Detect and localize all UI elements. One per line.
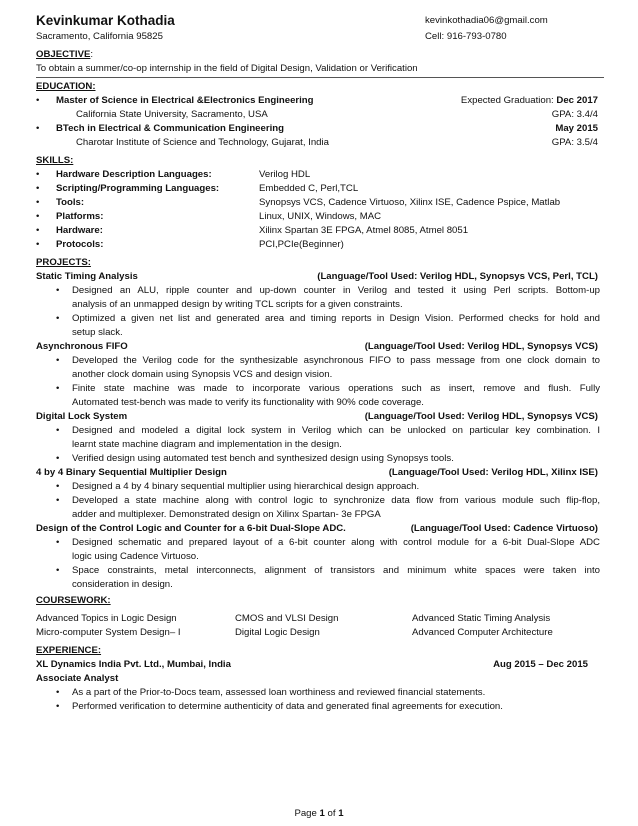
- bullet-dot: •: [56, 565, 60, 576]
- project-tools: (Language/Tool Used: Verilog HDL, Synopsys VCS): [364, 411, 598, 422]
- project-bullet: [36, 382, 604, 410]
- bullet-dot: •: [36, 211, 40, 222]
- coursework-item: Advanced Computer Architecture: [412, 627, 553, 638]
- bullet-dot: •: [36, 95, 40, 106]
- education-date-group: [555, 122, 598, 136]
- bullet-dot: •: [56, 425, 60, 436]
- education-date-label: Expected Graduation:: [460, 95, 557, 106]
- project-title-row: [36, 522, 604, 536]
- project-title: 4 by 4 Binary Sequential Multiplier Design: [36, 467, 227, 478]
- project-bullet-line: Designed a 4 by 4 binary sequential multiplier using hierarchical design approach.: [72, 481, 420, 492]
- project-bullet: [36, 424, 604, 452]
- experience-bullet-text: As a part of the Prior-to-Docs team, assessed loan worthiness and reviewed financial statements.: [72, 687, 486, 698]
- footer-total-pages: 1: [338, 808, 344, 819]
- experience-company: XL Dynamics India Pvt. Ltd., Mumbai, India: [36, 659, 231, 670]
- project-bullet-text: [72, 480, 600, 494]
- objective-heading: OBJECTIVE: [36, 49, 91, 60]
- project-bullet-line: Developed a state machine along with control logic to synchronize data flow from various module such flip-flop,: [72, 495, 600, 506]
- education-degree-row: [36, 122, 604, 136]
- education-degree: BTech in Electrical & Communication Engineering: [56, 123, 284, 134]
- header-row-2: [36, 30, 604, 44]
- objective-heading-row: [36, 48, 604, 62]
- bullet-dot: •: [56, 285, 60, 296]
- project-tools: (Language/Tool Used: Cadence Virtuoso): [410, 523, 598, 534]
- bullet-dot: •: [56, 355, 60, 366]
- coursework-item: Advanced Topics in Logic Design: [36, 613, 177, 624]
- project-bullet: [36, 452, 604, 466]
- bullet-dot: •: [56, 701, 60, 712]
- project-bullet-line: logic using Cadence Virtuoso.: [72, 551, 199, 562]
- project-tools: (Language/Tool Used: Verilog HDL, Xilinx ISE): [388, 467, 598, 478]
- header-row-1: [36, 12, 604, 30]
- project-bullet-line: Verified design using automated test bench and synthesized design using Synopsys tools.: [72, 453, 454, 464]
- project-bullet-line: Space constraints, metal interconnects, alignment of transistors and minimum white spaces were taken into: [72, 565, 600, 576]
- objective-colon: :: [90, 49, 94, 60]
- project-bullet-line: Automated test-bench was made to verify its functionality with 90% code coverage.: [72, 397, 424, 408]
- bullet-dot: •: [56, 453, 60, 464]
- project-title-row: [36, 340, 604, 354]
- skill-row: [36, 182, 604, 196]
- project-bullet-line: Designed and modeled a digital lock system in Verilog which can be unlocked on particular key combination. I: [72, 425, 600, 436]
- project-title: Asynchronous FIFO: [36, 341, 128, 352]
- skill-value: Embedded C, Perl,TCL: [259, 183, 359, 194]
- project-bullet-line: Optimized a given net list and generated area and timing reports in Design Vision. Performed checks for hold and: [72, 313, 600, 324]
- coursework-item: Digital Logic Design: [235, 627, 320, 638]
- bullet-dot: •: [56, 481, 60, 492]
- education-school: Charotar Institute of Science and Technology, Gujarat, India: [76, 137, 329, 148]
- project-title: Design of the Control Logic and Counter for a 6-bit Dual-Slope ADC.: [36, 523, 346, 534]
- project-tools: (Language/Tool Used: Verilog HDL, Synopsys VCS): [364, 341, 598, 352]
- project-tools: (Language/Tool Used: Verilog HDL, Synopsys VCS, Perl, TCL): [317, 271, 598, 282]
- experience-bullet-text: Performed verification to determine authenticity of data and generated final agreements for execution.: [72, 701, 503, 712]
- project-bullet-line: another clock domain using Synopsis VCS and design vision.: [72, 369, 333, 380]
- coursework-row: [36, 612, 604, 626]
- divider: [36, 77, 604, 78]
- project-bullet: [36, 480, 604, 494]
- skill-row: [36, 224, 604, 238]
- coursework-item: Micro-computer System Design– I: [36, 627, 181, 638]
- projects-heading: PROJECTS:: [36, 257, 91, 268]
- projects-list: [36, 270, 604, 592]
- coursework-list: [36, 612, 604, 640]
- project-bullet-line: Developed the Verilog code for the synthesizable asynchronous FIFO to pass message from one clock domain to: [72, 355, 600, 366]
- bullet-dot: •: [56, 313, 60, 324]
- coursework-item: CMOS and VLSI Design: [235, 613, 339, 624]
- experience-bullet: [36, 700, 604, 714]
- project-title-row: [36, 270, 604, 284]
- bullet-dot: •: [56, 495, 60, 506]
- education-date-group: [461, 94, 598, 108]
- project-bullet: [36, 536, 604, 564]
- bullet-dot: •: [36, 225, 40, 236]
- project-bullet-text: [72, 424, 600, 452]
- coursework-row: [36, 626, 604, 640]
- education-heading: EDUCATION:: [36, 81, 96, 92]
- bullet-dot: •: [56, 687, 60, 698]
- skill-value: Xilinx Spartan 3E FPGA, Atmel 8085, Atmel 8051: [259, 225, 469, 236]
- education-date: May 2015: [555, 123, 598, 134]
- project-bullet: [36, 564, 604, 592]
- experience-bullet: [36, 686, 604, 700]
- coursework-heading: COURSEWORK:: [36, 595, 111, 606]
- experience-bullets: [36, 686, 604, 714]
- project-bullet-line: analysis of an unmapped design by writing TCL scripts for a given constraints.: [72, 299, 403, 310]
- education-school-row: [36, 108, 604, 122]
- project-bullet-line: setup slack.: [72, 327, 123, 338]
- project-bullet-text: [72, 354, 600, 382]
- bullet-dot: •: [56, 537, 60, 548]
- experience-role: Associate Analyst: [36, 673, 119, 684]
- project-bullet-text: [72, 284, 600, 312]
- education-gpa: GPA: 3.4/4: [551, 109, 598, 120]
- skill-label: Hardware:: [56, 225, 103, 236]
- education-date: Dec 2017: [556, 95, 598, 106]
- project-bullet-text: [72, 494, 600, 522]
- skill-label: Platforms:: [56, 211, 104, 222]
- footer-prefix: Page: [294, 808, 320, 819]
- project-bullet-line: adder and multiplexer. Demonstrated design on Xilinx Spartan- 3e FPGA: [72, 509, 381, 520]
- email[interactable]: kevinkothadia06@gmail.com: [425, 15, 548, 26]
- project-bullet-text: [72, 536, 600, 564]
- skill-row: [36, 210, 604, 224]
- bullet-dot: •: [56, 383, 60, 394]
- objective-text: To obtain a summer/co-op internship in the field of Digital Design, Validation or Verification: [36, 63, 418, 74]
- project-bullet-text: [72, 382, 600, 410]
- project-bullet-line: Designed schematic and prepared layout of a 6-bit counter along with control module for a 6-bit Dual-Slope ADC: [72, 537, 600, 548]
- skill-label: Hardware Description Languages:: [56, 169, 212, 180]
- bullet-dot: •: [36, 169, 40, 180]
- skill-row: [36, 196, 604, 210]
- skill-row: [36, 168, 604, 182]
- skill-value: Synopsys VCS, Cadence Virtuoso, Xilinx ISE, Cadence Pspice, Matlab: [259, 197, 561, 208]
- page-footer: [0, 808, 638, 819]
- education-list: [36, 94, 604, 150]
- bullet-dot: •: [36, 123, 40, 134]
- skill-label: Scripting/Programming Languages:: [56, 183, 220, 194]
- experience-company-row: [36, 658, 604, 672]
- experience-dates: Aug 2015 – Dec 2015: [493, 659, 588, 670]
- bullet-dot: •: [36, 197, 40, 208]
- skill-row: [36, 238, 604, 252]
- experience-heading: EXPERIENCE:: [36, 645, 102, 656]
- resume-page: [36, 12, 604, 714]
- project-bullet-text: [72, 452, 600, 466]
- footer-of: of: [324, 808, 339, 819]
- skill-label: Tools:: [56, 197, 85, 208]
- project-bullet-text: [72, 564, 600, 592]
- education-degree-row: [36, 94, 604, 108]
- skill-value: Verilog HDL: [259, 169, 311, 180]
- education-school-row: [36, 136, 604, 150]
- project-bullet-line: consideration in design.: [72, 579, 173, 590]
- phone: Cell: 916-793-0780: [425, 31, 507, 42]
- project-bullet: [36, 312, 604, 340]
- project-title: Digital Lock System: [36, 411, 128, 422]
- bullet-dot: •: [36, 183, 40, 194]
- project-bullet: [36, 354, 604, 382]
- skills-list: [36, 168, 604, 252]
- skill-label: Protocols:: [56, 239, 104, 250]
- footer-current-page: 1: [319, 808, 325, 819]
- project-bullet-line: learnt state machine diagram and implementation in the design.: [72, 439, 342, 450]
- bullet-dot: •: [36, 239, 40, 250]
- education-gpa: GPA: 3.5/4: [551, 137, 598, 148]
- coursework-item: Advanced Static Timing Analysis: [412, 613, 551, 624]
- project-title-row: [36, 466, 604, 480]
- project-title-row: [36, 410, 604, 424]
- project-bullet: [36, 494, 604, 522]
- skill-value: PCI,PCIe(Beginner): [259, 239, 344, 250]
- skill-value: Linux, UNIX, Windows, MAC: [259, 211, 382, 222]
- education-school: California State University, Sacramento, USA: [76, 109, 268, 120]
- project-bullet-line: Finite state machine was made to incorporate various operations such as insert, remove and flush. Fully: [72, 383, 600, 394]
- candidate-name: Kevinkumar Kothadia: [36, 13, 175, 28]
- location: Sacramento, California 95825: [36, 31, 163, 42]
- project-bullet: [36, 284, 604, 312]
- project-bullet-line: Designed an ALU, ripple counter and up-down counter in Verilog and tested it using Perl scripts. Bottom-up: [72, 285, 600, 296]
- project-bullet-text: [72, 312, 600, 340]
- education-degree: Master of Science in Electrical &Electronics Engineering: [56, 95, 314, 106]
- skills-heading: SKILLS:: [36, 155, 74, 166]
- project-title: Static Timing Analysis: [36, 271, 138, 282]
